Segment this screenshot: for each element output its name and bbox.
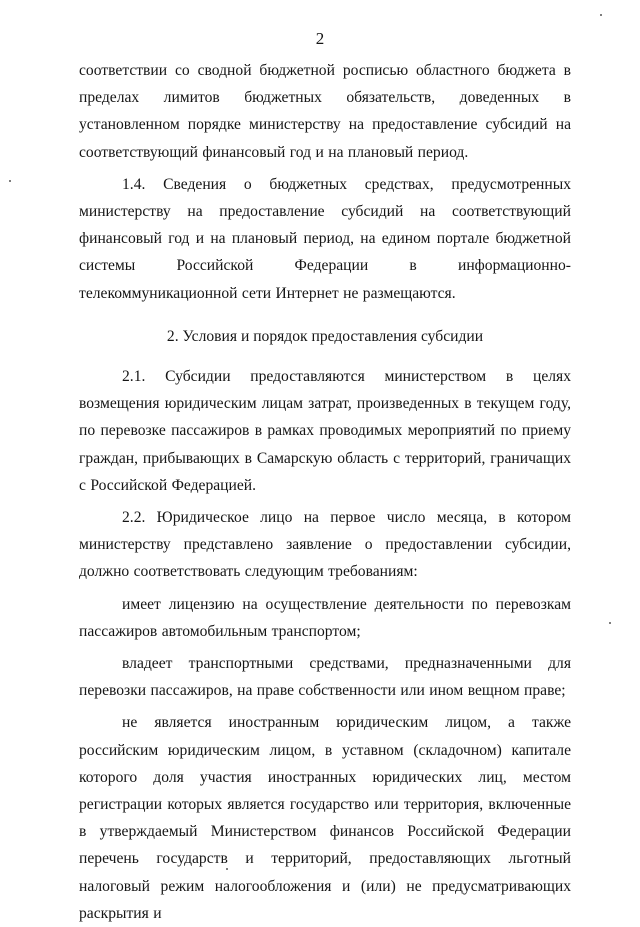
scan-speck — [226, 868, 228, 870]
requirement-vehicles: владеет транспортными средствами, предназначенными для перевозки пассажиров, на праве собственности или ином вещном праве; — [79, 655, 571, 700]
section-heading-2: 2. Условия и порядок предоставления субсидии — [166, 327, 484, 345]
page-number: 2 — [315, 29, 325, 48]
scan-speck — [600, 14, 602, 16]
requirement-not-foreign: не является иностранным юридическим лицом, а также российским юридическим лицом, в уставном (складочном) капитале которого доля участия иностранных юридических лиц, местом регистрации которых является государство или территория, включенные в утверждаемый Министерством финансов Российской Федерации перечень государств и территорий, предоставляющих льготный налоговый режим налогообложения и (или) не предусматривающих раскрытия и — [79, 714, 571, 922]
paragraph-budget-allocation: соответствии со сводной бюджетной росписью областного бюджета в пределах лимитов бюджетных обязательств, доведенных в установленном порядке министерству на предоставление субсидий на соответствующий финансовый год и на плановый период. — [79, 62, 571, 161]
scan-speck — [9, 180, 11, 182]
scan-speck — [609, 622, 611, 624]
paragraph-2-1: 2.1. Субсидии предоставляются министерством в целях возмещения юридическим лицам затрат, произведенных в текущем году, по перевозке пассажиров в рамках проводимых мероприятий по приему граждан, прибывающих в Самарскую область с территорий, граничащих с Российской Федерацией. — [79, 368, 571, 494]
paragraph-2-2: 2.2. Юридическое лицо на первое число месяца, в котором министерству представлено заявление о предоставлении субсидии, должно соответствовать следующим требованиям: — [79, 509, 571, 581]
document-body — [79, 57, 571, 927]
paragraph-1-4-first-line: 1.4. Сведения о бюджетных средствах, предусмотренных — [122, 175, 571, 193]
requirement-license: имеет лицензию на осуществление деятельности по перевозкам пассажиров автомобильным транспортом; — [79, 595, 571, 640]
paragraph-1-4-body: министерству на предоставление субсидий на соответствующий финансовый год и на плановый период, на едином портале бюджетной системы Российской Федерации в информационно-телекоммуникационной сети Интернет не размещаются. — [79, 203, 571, 302]
